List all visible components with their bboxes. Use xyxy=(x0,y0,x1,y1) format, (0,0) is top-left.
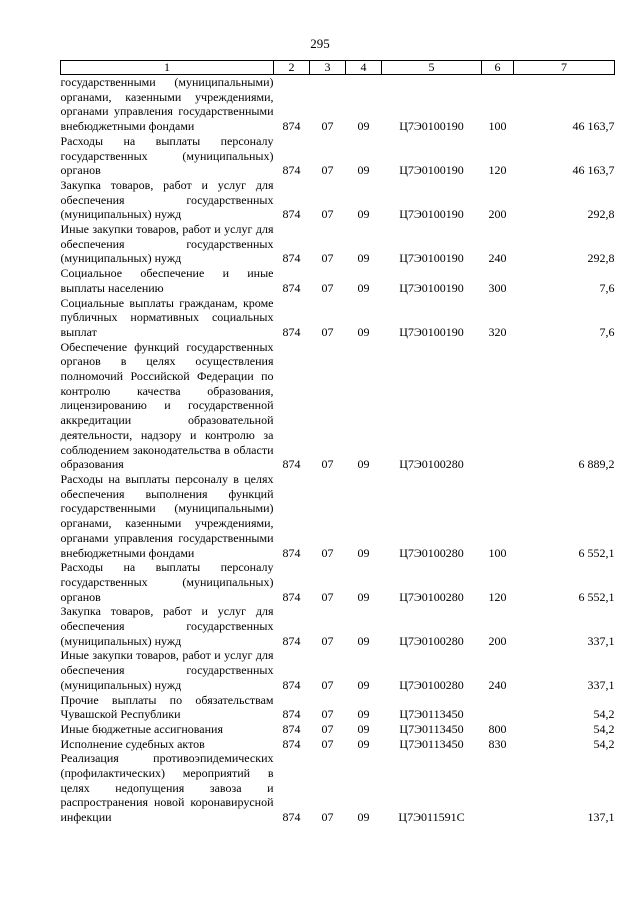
rz-code-cell: 07 xyxy=(321,119,334,134)
amount-cell: 292,8 xyxy=(587,207,615,222)
vr-code-cell: 240 xyxy=(488,677,507,692)
amount-cell: 292,8 xyxy=(587,251,615,266)
vr-code-cell: 300 xyxy=(488,280,507,295)
vr-code-cell xyxy=(482,693,514,722)
gr-code-cell: 874 xyxy=(282,707,301,722)
gr-code-cell: 874 xyxy=(282,119,301,134)
rz-code-cell: 07 xyxy=(321,324,334,339)
vr-code-cell: 200 xyxy=(488,633,507,648)
rz-code-cell: 07 xyxy=(321,736,334,751)
column-header: 5 xyxy=(382,61,482,75)
rz-code-cell: 07 xyxy=(321,810,334,825)
vr-code-cell: 800 xyxy=(488,721,507,736)
table-row xyxy=(61,693,615,722)
csr-code-cell: Ц7Э0100280 xyxy=(399,457,464,472)
vr-code-cell: 100 xyxy=(488,119,507,134)
table-row xyxy=(61,648,615,692)
csr-code-cell: Ц7Э0100280 xyxy=(399,677,464,692)
column-header: 3 xyxy=(310,61,346,75)
table-row xyxy=(61,560,615,604)
csr-code-cell: Ц7Э0113450 xyxy=(399,721,464,736)
csr-code-cell: Ц7Э011591С xyxy=(398,810,465,825)
table-row xyxy=(61,472,615,560)
vr-code-cell: 200 xyxy=(488,207,507,222)
table-row xyxy=(61,222,615,266)
rz-code-cell: 07 xyxy=(321,251,334,266)
vr-code-cell: 120 xyxy=(488,589,507,604)
amount-cell: 6 552,1 xyxy=(578,545,615,560)
gr-code-cell: 874 xyxy=(282,457,301,472)
pr-code-cell: 09 xyxy=(357,589,370,604)
row-name-cell: Иные закупки товаров, работ и услуг для обеспечения государственных (муниципальных) нужд xyxy=(60,648,274,692)
gr-code-cell: 874 xyxy=(282,207,301,222)
gr-code-cell: 874 xyxy=(282,324,301,339)
table-row xyxy=(61,340,615,472)
csr-code-cell: Ц7Э0100280 xyxy=(399,589,464,604)
table-body xyxy=(61,75,615,825)
table-row xyxy=(61,604,615,648)
column-header: 6 xyxy=(482,61,514,75)
csr-code-cell: Ц7Э0100190 xyxy=(399,207,464,222)
budget-table xyxy=(60,60,615,825)
gr-code-cell: 874 xyxy=(282,251,301,266)
row-name-cell: государственными (муниципальными) органами, казенными учреждениями, органами управления государственными внебюджетными фондами xyxy=(60,75,274,134)
pr-code-cell: 09 xyxy=(357,251,370,266)
gr-code-cell: 874 xyxy=(282,721,301,736)
row-name-cell: Социальные выплаты гражданам, кроме публичных нормативных социальных выплат xyxy=(60,295,274,339)
amount-cell: 6 889,2 xyxy=(578,457,615,472)
table-row xyxy=(61,134,615,178)
pr-code-cell: 09 xyxy=(357,280,370,295)
table-row xyxy=(61,751,615,825)
csr-code-cell: Ц7Э0100190 xyxy=(399,324,464,339)
csr-code-cell: Ц7Э0100280 xyxy=(399,545,464,560)
pr-code-cell: 09 xyxy=(357,457,370,472)
row-name-cell: Обеспечение функций государственных органов в целях осуществления полномочий Российской Федерации по контролю качества образования, лицензированию и государственной аккредитации образовательной деятельности, надзору и контролю за соблюдением законодательства в области образования xyxy=(60,339,274,472)
rz-code-cell: 07 xyxy=(321,545,334,560)
csr-code-cell: Ц7Э0100190 xyxy=(399,119,464,134)
pr-code-cell: 09 xyxy=(357,119,370,134)
vr-code-cell: 100 xyxy=(488,545,507,560)
column-header: 4 xyxy=(346,61,382,75)
row-name-cell: Расходы на выплаты персоналу государственных (муниципальных) органов xyxy=(60,133,274,178)
amount-cell: 46 163,7 xyxy=(572,163,615,178)
row-name-cell: Прочие выплаты по обязательствам Чувашской Республики xyxy=(60,692,274,722)
gr-code-cell: 874 xyxy=(282,810,301,825)
amount-cell: 7,6 xyxy=(599,324,615,339)
column-header: 2 xyxy=(274,61,310,75)
rz-code-cell: 07 xyxy=(321,163,334,178)
amount-cell: 337,1 xyxy=(587,677,615,692)
csr-code-cell: Ц7Э0100190 xyxy=(399,280,464,295)
vr-code-cell: 240 xyxy=(488,251,507,266)
gr-code-cell: 874 xyxy=(282,677,301,692)
rz-code-cell: 07 xyxy=(321,280,334,295)
vr-code-cell: 320 xyxy=(488,324,507,339)
pr-code-cell: 09 xyxy=(357,721,370,736)
amount-cell: 137,1 xyxy=(587,810,615,825)
pr-code-cell: 09 xyxy=(357,163,370,178)
row-name-cell: Социальное обеспечение и иные выплаты населению xyxy=(60,266,274,295)
amount-cell: 7,6 xyxy=(599,280,615,295)
csr-code-cell: Ц7Э0100190 xyxy=(399,251,464,266)
page-number: 295 xyxy=(310,36,330,51)
rz-code-cell: 07 xyxy=(321,721,334,736)
row-name-cell: Исполнение судебных актов xyxy=(60,736,205,751)
column-header: 7 xyxy=(514,61,615,75)
row-name-cell: Расходы на выплаты персоналу государственных (муниципальных) органов xyxy=(60,560,274,604)
rz-code-cell: 07 xyxy=(321,707,334,722)
pr-code-cell: 09 xyxy=(357,633,370,648)
vr-code-cell xyxy=(482,751,514,825)
amount-cell: 46 163,7 xyxy=(572,119,615,134)
pr-code-cell: 09 xyxy=(357,324,370,339)
pr-code-cell: 09 xyxy=(357,677,370,692)
csr-code-cell: Ц7Э0100190 xyxy=(399,163,464,178)
row-name-cell: Расходы на выплаты персоналу в целях обеспечения выполнения функций государственными (муниципальными) органами, казенными учреждениями, органами управления государственными внебюджетными фондами xyxy=(60,471,274,560)
row-name-cell: Иные закупки товаров, работ и услуг для обеспечения государственных (муниципальных) нужд xyxy=(60,222,274,266)
gr-code-cell: 874 xyxy=(282,545,301,560)
table-row xyxy=(61,266,615,295)
amount-cell: 6 552,1 xyxy=(578,589,615,604)
column-header: 1 xyxy=(61,61,274,75)
table-row xyxy=(61,737,615,752)
rz-code-cell: 07 xyxy=(321,589,334,604)
rz-code-cell: 07 xyxy=(321,207,334,222)
vr-code-cell: 830 xyxy=(488,736,507,751)
pr-code-cell: 09 xyxy=(357,810,370,825)
vr-code-cell: 120 xyxy=(488,163,507,178)
vr-code-cell xyxy=(482,340,514,472)
csr-code-cell: Ц7Э0113450 xyxy=(399,707,464,722)
row-name-cell: Реализация противоэпидемических (профилактических) мероприятий в целях недопущения завоза и распространения новой коронавирусной инфекции xyxy=(60,751,274,825)
amount-cell: 54,2 xyxy=(593,721,615,736)
rz-code-cell: 07 xyxy=(321,457,334,472)
row-name-cell: Закупка товаров, работ и услуг для обеспечения государственных (муниципальных) нужд xyxy=(60,177,274,222)
rz-code-cell: 07 xyxy=(321,633,334,648)
csr-code-cell: Ц7Э0113450 xyxy=(399,736,464,751)
table-header-row xyxy=(61,61,615,75)
gr-code-cell: 874 xyxy=(282,280,301,295)
table-row xyxy=(61,178,615,222)
gr-code-cell: 874 xyxy=(282,736,301,751)
amount-cell: 54,2 xyxy=(593,707,615,722)
pr-code-cell: 09 xyxy=(357,707,370,722)
gr-code-cell: 874 xyxy=(282,163,301,178)
pr-code-cell: 09 xyxy=(357,207,370,222)
csr-code-cell: Ц7Э0100280 xyxy=(399,633,464,648)
table-row xyxy=(61,722,615,737)
amount-cell: 337,1 xyxy=(587,633,615,648)
row-name-cell: Иные бюджетные ассигнования xyxy=(60,721,223,736)
gr-code-cell: 874 xyxy=(282,633,301,648)
rz-code-cell: 07 xyxy=(321,677,334,692)
gr-code-cell: 874 xyxy=(282,589,301,604)
table-row xyxy=(61,75,615,134)
pr-code-cell: 09 xyxy=(357,545,370,560)
row-name-cell: Закупка товаров, работ и услуг для обеспечения государственных (муниципальных) нужд xyxy=(60,604,274,648)
amount-cell: 54,2 xyxy=(593,736,615,751)
pr-code-cell: 09 xyxy=(357,736,370,751)
table-row xyxy=(61,296,615,340)
